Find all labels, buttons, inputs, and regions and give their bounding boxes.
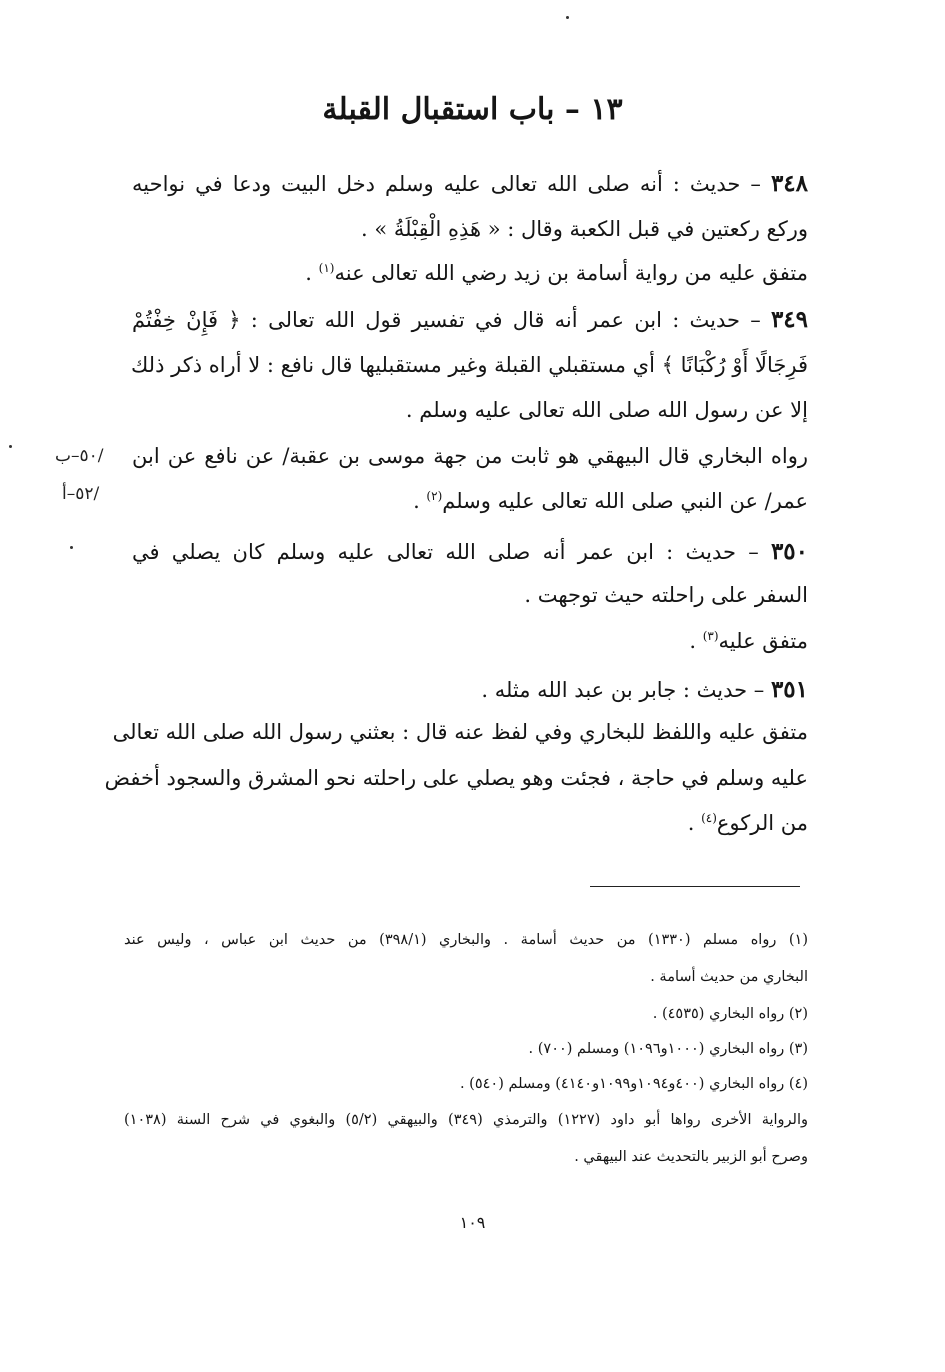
footnote-4: (٤) رواه البخاري (٤٠٠و١٠٩٤و١٠٩٩و٤١٤٠) ومسلم (٥٤٠) . <box>459 1076 808 1092</box>
hadith-text: – حديث : أنه صلى الله تعالى عليه وسلم دخل البيت ودعا في نواحيه <box>132 172 771 196</box>
hadith-349-line-2: فَرِجَالًا أَوْ رُكْبَانًا ﴾ أي مستقبلي القبلة وغير مستقبليها قال نافع : لا أراه ذكر ذلك <box>130 353 808 377</box>
hadith-text: عمر/ عن النبي صلى الله تعالى عليه وسلم <box>442 489 808 513</box>
hadith-348-line-3 <box>305 262 808 284</box>
hadith-348-line-1 <box>132 172 808 195</box>
hadith-349-line-4: رواه البخاري قال البيهقي هو ثابت من جهة موسى بن عقبة/ عن نافع عن ابن <box>132 444 808 468</box>
hadith-text: – حديث : ابن عمر أنه قال في تفسير قول الله تعالى : ﴿ فَإِنْ خِفْتُمْ <box>132 308 771 332</box>
hadith-351-line-2: متفق عليه واللفظ للبخاري وفي لفظ عنه قال : بعثني رسول الله صلى الله تعالى <box>112 720 808 744</box>
hadith-number: ٣٤٩ <box>770 306 808 333</box>
footnote-ref-1[interactable]: (١) <box>318 261 335 275</box>
attribution-text: متفق عليه من رواية أسامة بن زيد رضي الله تعالى عنه <box>334 261 808 285</box>
page-number: ١٠٩ <box>459 1213 486 1232</box>
hadith-351-line-3: عليه وسلم في حاجة ، فجئت وهو يصلي على راحلته نحو المشرق والسجود أخفض <box>104 766 808 790</box>
hadith-text: من الركوع <box>716 811 808 835</box>
footnote-divider <box>590 886 800 887</box>
hadith-number: ٣٤٨ <box>770 170 808 197</box>
scan-speck <box>70 546 73 549</box>
hadith-351-line-4 <box>688 812 808 834</box>
hadith-349-line-5 <box>413 490 808 512</box>
footnote-3: (٣) رواه البخاري (١٠٠٠و١٠٩٦) ومسلم (٧٠٠) . <box>528 1041 808 1057</box>
line-end: . <box>687 811 702 835</box>
hadith-number: ٣٥٠ <box>770 538 808 565</box>
footnote-2: (٢) رواه البخاري (٤٥٣٥) . <box>652 1006 808 1022</box>
line-end: . <box>413 489 427 513</box>
hadith-text: – حديث : جابر بن عبد الله مثله . <box>481 678 771 702</box>
footnote-ref-4[interactable]: (٤) <box>701 811 717 825</box>
hadith-348-line-2: وركع ركعتين في قبل الكعبة وقال : « هَذِهِ الْقِبْلَةُ » . <box>361 217 808 241</box>
hadith-349-line-3: إلا عن رسول الله صلى الله تعالى عليه وسلم . <box>405 398 808 422</box>
chapter-title: ١٣ – باب استقبال القبلة <box>322 92 623 127</box>
footnote-1: (١) رواه مسلم (١٣٣٠) من حديث أسامة . والبخاري (٣٩٨/١) من حديث ابن عباس ، وليس عند <box>124 932 808 948</box>
line-end: . <box>689 629 703 653</box>
hadith-number: ٣٥١ <box>770 676 808 703</box>
hadith-text: – حديث : ابن عمر أنه صلى الله تعالى عليه وسلم كان يصلي في <box>132 540 771 564</box>
footnote-ref-3[interactable]: (٣) <box>702 629 719 643</box>
hadith-351-line-1 <box>481 678 808 701</box>
attribution-text: متفق عليه <box>718 629 808 653</box>
hadith-350-line-2: السفر على راحلته حيث توجهت . <box>524 583 808 607</box>
footnote-ref-2[interactable]: (٢) <box>426 489 443 503</box>
hadith-350-line-3 <box>689 630 808 652</box>
scan-speck <box>9 445 12 448</box>
scan-speck <box>566 16 569 19</box>
line-end: . <box>305 261 319 285</box>
footnote-4-continued: والرواية الأخرى رواها أبو داود (١٢٢٧) والترمذي (٣٤٩) والبيهقي (٥/٢) والبغوي في شرح السنة (١٠٣٨) <box>124 1112 809 1128</box>
footnote-1-continued: البخاري من حديث أسامة . <box>650 969 808 985</box>
manuscript-folio-marker: /٥٠–ب <box>55 446 104 466</box>
footnote-4-continued-2: وصرح أبو الزبير بالتحديث عند البيهقي . <box>574 1149 808 1165</box>
hadith-350-line-1 <box>132 540 808 563</box>
hadith-349-line-1 <box>132 308 808 331</box>
manuscript-folio-marker: /٥٢–أ <box>62 484 100 504</box>
